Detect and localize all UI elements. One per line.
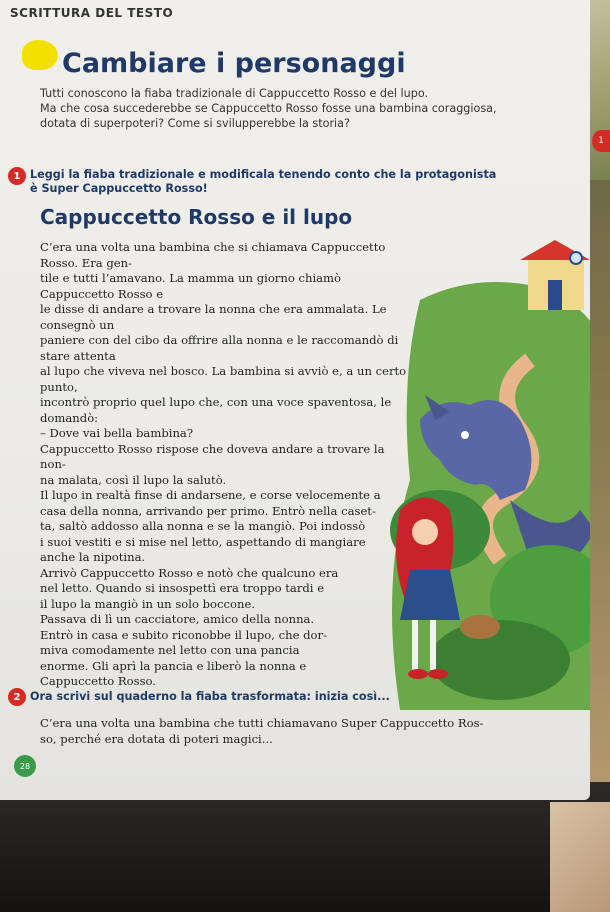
chapter-tab-marker: 1: [592, 130, 610, 152]
step-1-badge: 1: [8, 167, 26, 185]
story-line: na malata, così il lupo la salutò.: [40, 472, 227, 487]
story-line: al lupo che viveva nel bosco. La bambina si avviò e, a un certo punto,: [40, 364, 407, 394]
page-title: Cambiare i personaggi: [62, 48, 406, 79]
story-line: ta, saltò addosso alla nonna e se la mangiò. Poi indossò: [40, 519, 366, 533]
story-illustration: [380, 180, 590, 710]
story-line: Cappuccetto Rosso rispose che doveva andare a trovare la non-: [40, 441, 385, 471]
story-line: casa della nonna, arrivando per primo. Entrò nella caset-: [40, 503, 376, 518]
story-line: Entrò in casa e subito riconobbe il lupo, che dor-: [40, 627, 328, 642]
intro-line: Tutti conoscono la fiaba tradizionale di Cappuccetto Rosso e del lupo.: [40, 87, 429, 100]
continuation-text: [40, 716, 560, 747]
story-text: [40, 240, 412, 690]
continuation-line: so, perché era dotata di poteri magici...: [40, 731, 273, 746]
story-line: miva comodamente nel letto con una pancia: [40, 643, 300, 657]
step-2-instruction: Ora scrivi sul quaderno la fiaba trasformata: inizia così...: [30, 690, 390, 703]
title-blob-icon: [22, 40, 58, 70]
step-1-line: è Super Cappuccetto Rosso!: [30, 182, 208, 195]
intro-line: dotata di superpoteri? Come si svilupperebbe la storia?: [40, 117, 350, 130]
story-line: Cappuccetto Rosso.: [40, 674, 156, 688]
story-line: C’era una volta una bambina che si chiamava Cappuccetto Rosso. Era gen-: [40, 240, 386, 270]
story-line: Il lupo in realtà finse di andarsene, e corse velocemente a: [40, 488, 381, 502]
background-hand: [550, 802, 610, 912]
story-line: Arrivò Cappuccetto Rosso e notò che qualcuno era: [40, 565, 339, 580]
continuation-line: C’era una volta una bambina che tutti chiamavano Super Cappuccetto Ros-: [40, 716, 484, 730]
story-line: enorme. Gli aprì la pancia e liberò la nonna e: [40, 658, 307, 673]
story-line: nel letto. Quando si insospettì era troppo tardi e: [40, 581, 325, 595]
story-line: le disse di andare a trovare la nonna che era ammalata. Le consegnò un: [40, 302, 387, 332]
story-line: tile e tutti l’amavano. La mamma un giorno chiamò Cappuccetto Rosso e: [40, 271, 342, 301]
step-2-badge: 2: [8, 688, 26, 706]
story-line: – Dove vai bella bambina?: [40, 426, 194, 440]
story-title: Cappuccetto Rosso e il lupo: [40, 205, 353, 229]
intro-text: [40, 86, 520, 131]
story-line: anche la nipotina.: [40, 550, 146, 564]
background-table: [0, 782, 610, 912]
intro-line: Ma che cosa succederebbe se Cappuccetto Rosso fosse una bambina coraggiosa,: [40, 102, 497, 115]
story-line: incontrò proprio quel lupo che, con una voce spaventosa, le domandò:: [40, 395, 392, 425]
story-line: Passava di lì un cacciatore, amico della nonna.: [40, 612, 315, 626]
step-1-line: Leggi la fiaba tradizionale e modificala tenendo conto che la protagonista: [30, 168, 497, 181]
page-number: 28: [14, 755, 36, 777]
house-icon: [520, 240, 590, 310]
section-label: SCRITTURA DEL TESTO: [10, 6, 174, 20]
story-line: i suoi vestiti e si mise nel letto, aspettando di mangiare: [40, 534, 366, 549]
story-line: il lupo la mangiò in un solo boccone.: [40, 596, 255, 611]
story-line: paniere con del cibo da offrire alla nonna e le raccomandò di stare attenta: [40, 333, 399, 363]
